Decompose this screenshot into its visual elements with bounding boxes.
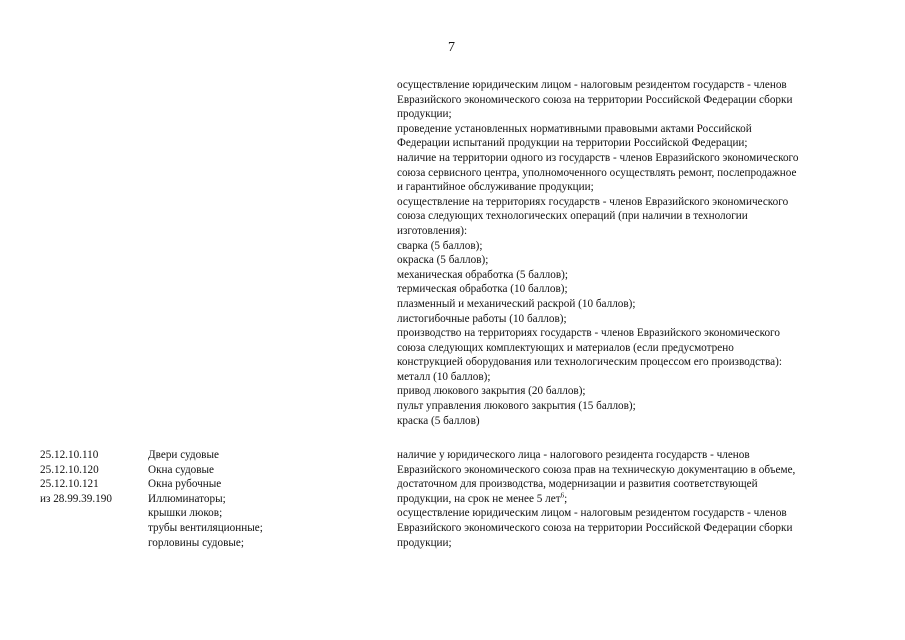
product-code: 25.12.10.110 [40,449,99,461]
text-line: проведение установленных нормативными правовыми актами Российской [397,122,752,135]
text-line: осуществление юридическим лицом - налоговым резидентом государств - членов [397,507,787,520]
product-name: трубы вентиляционные; [148,521,263,534]
text-line: продукции; [397,536,452,549]
text-line: союза следующих технологических операций (при наличии в технологии [397,210,748,223]
text-line: пульт управления люкового закрытия (15 баллов); [397,400,636,413]
product-code: 25.12.10.121 [40,478,99,491]
product-name: Окна судовые [148,463,215,476]
text-segment: продукции, на срок не менее 5 лет [397,492,561,505]
text-line: и гарантийное обслуживание продукции; [397,181,594,194]
footnote-marker: 6 [560,491,565,500]
text-line: продукции; [397,108,452,121]
text-line: краска (5 баллов) [397,414,480,427]
text-line: союза сервисного центра, уполномоченного осуществлять ремонт, послепродажное [397,166,797,179]
text-line: наличие на территории одного из государств - членов Евразийского экономического [397,151,799,164]
text-line: производство на территориях государств - членов Евразийского экономического [397,327,780,340]
product-name: крышки люков; [148,507,223,520]
text-line-with-footnote [397,492,795,507]
text-line: осуществление юридическим лицом - налоговым резидентом государств - членов [397,79,787,91]
text-line: механическая обработка (5 баллов); [397,268,568,281]
text-line: союза следующих комплектующих и материалов (если предусмотрено [397,341,734,354]
text-line: конструкцией оборудования или технологическим процессом его производства): [397,356,782,369]
text-line: Евразийского экономического союза прав на техническую документацию в объеме, [397,463,796,476]
text-line: металл (10 баллов); [397,370,491,383]
top-requirements-text [397,78,798,428]
product-name: Двери судовые [148,449,219,461]
text-line: достаточном для производства, модернизации и развития соответствующей [397,478,758,491]
product-name: Иллюминаторы; [148,492,226,505]
text-line: термическая обработка (10 баллов); [397,283,568,296]
requirements-column [397,448,795,550]
text-line: Федерации испытаний продукции на территории Российской Федерации; [397,137,748,150]
text-line: наличие у юридического лица - налогового резидента государств - членов [397,449,750,461]
text-line: осуществление на территориях государств - членов Евразийского экономического [397,195,789,208]
text-line: плазменный и механический раскрой (10 баллов); [397,297,636,310]
text-line: изготовления): [397,224,468,237]
product-code: 25.12.10.120 [40,463,99,476]
text-line: листогибочные работы (10 баллов); [397,312,567,325]
page-number: 7 [448,40,455,55]
text-line: окраска (5 баллов); [397,254,489,267]
text-line: сварка (5 баллов); [397,239,483,252]
text-line: привод люкового закрытия (20 баллов); [397,385,586,398]
text-line: Евразийского экономического союза на территории Российской Федерации сборки [397,93,793,106]
text-segment: ; [564,492,568,505]
product-code: из 28.99.39.190 [40,492,112,505]
product-codes-column [40,448,112,506]
product-name: горловины судовые; [148,536,244,549]
product-name: Окна рубочные [148,478,222,491]
product-names-column [148,448,263,550]
text-line: Евразийского экономического союза на территории Российской Федерации сборки [397,521,793,534]
